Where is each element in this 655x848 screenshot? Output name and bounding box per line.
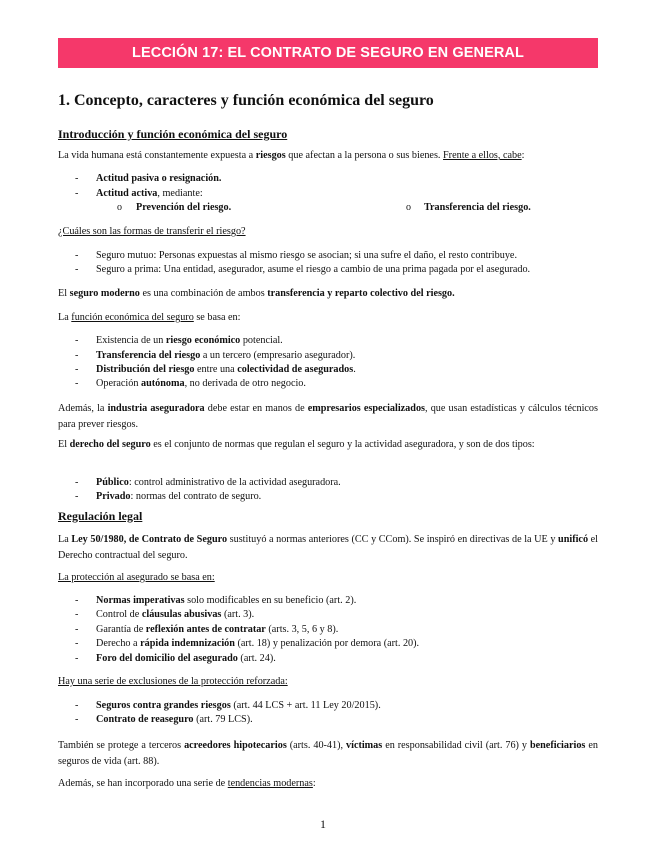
circle-bullet: o (406, 202, 411, 213)
list-item-function: Existencia de un riesgo económico potencial. (96, 335, 283, 346)
paragraph-ley: La Ley 50/1980, de Contrato de Seguro sustituyó a normas anteriores (CC y CCom). Se inspiró en directivas de la UE y unificó el Derecho contractual del seguro. (58, 534, 598, 561)
list-item-protection: Foro del domicilio del asegurado (art. 24). (96, 653, 276, 664)
dash-bullet: - (75, 250, 79, 261)
circle-bullet: o (117, 202, 122, 213)
dash-bullet: - (75, 595, 79, 606)
dash-bullet: - (75, 491, 79, 502)
list-item-protection: Normas imperativas solo modificables en su beneficio (art. 2). (96, 595, 357, 606)
list-item-protection: Garantía de reflexión antes de contratar (arts. 3, 5, 6 y 8). (96, 624, 339, 635)
paragraph-protection: La protección al asegurado se basa en: (58, 572, 215, 583)
paragraph-law: El derecho del seguro es el conjunto de normas que regulan el seguro y la actividad aseguradora, y son de dos tipos: (58, 439, 535, 450)
paragraph-trends: Además, se han incorporado una serie de tendencias modernas: (58, 778, 316, 789)
dash-bullet: - (75, 173, 79, 184)
paragraph-industry: Además, la industria aseguradora debe estar en manos de empresarios especializados, que usan estadísticas y cálculos técnicos para prever riesgos. (58, 403, 598, 430)
paragraph-intro: La vida humana está constantemente expuesta a riesgos que afectan a la persona o sus bienes. Frente a ellos, cabe: (58, 150, 525, 161)
dash-bullet: - (75, 364, 79, 375)
list-item-function: Transferencia del riesgo a un tercero (empresario asegurador). (96, 350, 356, 361)
list-item-law-type: Público: control administrativo de la actividad aseguradora. (96, 477, 341, 488)
dash-bullet: - (75, 609, 79, 620)
dash-bullet: - (75, 638, 79, 649)
dash-bullet: - (75, 653, 79, 664)
paragraph-third-parties: También se protege a terceros acreedores hipotecarios (arts. 40-41), víctimas en responsabilidad civil (art. 76) y beneficiarios en seguros de vida (art. 88). (58, 740, 598, 767)
dash-bullet: - (75, 378, 79, 389)
list-item-law-type: Privado: normas del contrato de seguro. (96, 491, 262, 502)
list-item-function: Operación autónoma, no derivada de otro negocio. (96, 378, 306, 389)
list-item-protection: Control de cláusulas abusivas (art. 3). (96, 609, 255, 620)
subheading-intro: Introducción y función económica del seguro (58, 127, 288, 141)
paragraph-function: La función económica del seguro se basa en: (58, 312, 241, 323)
sub-option-prevention: Prevención del riesgo. (136, 202, 232, 213)
sub-option-transfer: Transferencia del riesgo. (424, 202, 531, 213)
subheading-regulation: Regulación legal (58, 509, 143, 523)
list-item-exclusion: Contrato de reaseguro (art. 79 LCS). (96, 714, 253, 725)
list-item-exclusion: Seguros contra grandes riesgos (art. 44 LCS + art. 11 Ley 20/2015). (96, 700, 381, 711)
list-item-protection: Derecho a rápida indemnización (art. 18) y penalización por demora (art. 20). (96, 638, 420, 649)
dash-bullet: - (75, 700, 79, 711)
dash-bullet: - (75, 477, 79, 488)
dash-bullet: - (75, 188, 79, 199)
paragraph-modern: El seguro moderno es una combinación de ambos transferencia y reparto colectivo del riesgo. (58, 288, 455, 299)
section-title: 1. Concepto, caracteres y función económica del seguro (58, 92, 434, 109)
lesson-title-banner: LECCIÓN 17: EL CONTRATO DE SEGURO EN GENERAL (58, 38, 598, 68)
page-number: 1 (320, 817, 326, 831)
paragraph-exclusions: Hay una serie de exclusiones de la protección reforzada: (58, 676, 288, 687)
dash-bullet: - (75, 714, 79, 725)
list-item-attitude: Actitud activa, mediante: (96, 188, 203, 199)
dash-bullet: - (75, 264, 79, 275)
list-item-attitude: Actitud pasiva o resignación. (96, 173, 222, 184)
dash-bullet: - (75, 335, 79, 346)
list-item-function: Distribución del riesgo entre una colectividad de asegurados. (96, 364, 356, 375)
dash-bullet: - (75, 624, 79, 635)
list-item-form: Seguro mutuo: Personas expuestas al mismo riesgo se asocian; si una sufre el daño, el resto contribuye. (96, 250, 517, 261)
question-forms: ¿Cuáles son las formas de transferir el riesgo? (58, 226, 246, 237)
dash-bullet: - (75, 350, 79, 361)
list-item-form: Seguro a prima: Una entidad, asegurador, asume el riesgo a cambio de una prima pagada por el asegurado. (96, 264, 531, 275)
